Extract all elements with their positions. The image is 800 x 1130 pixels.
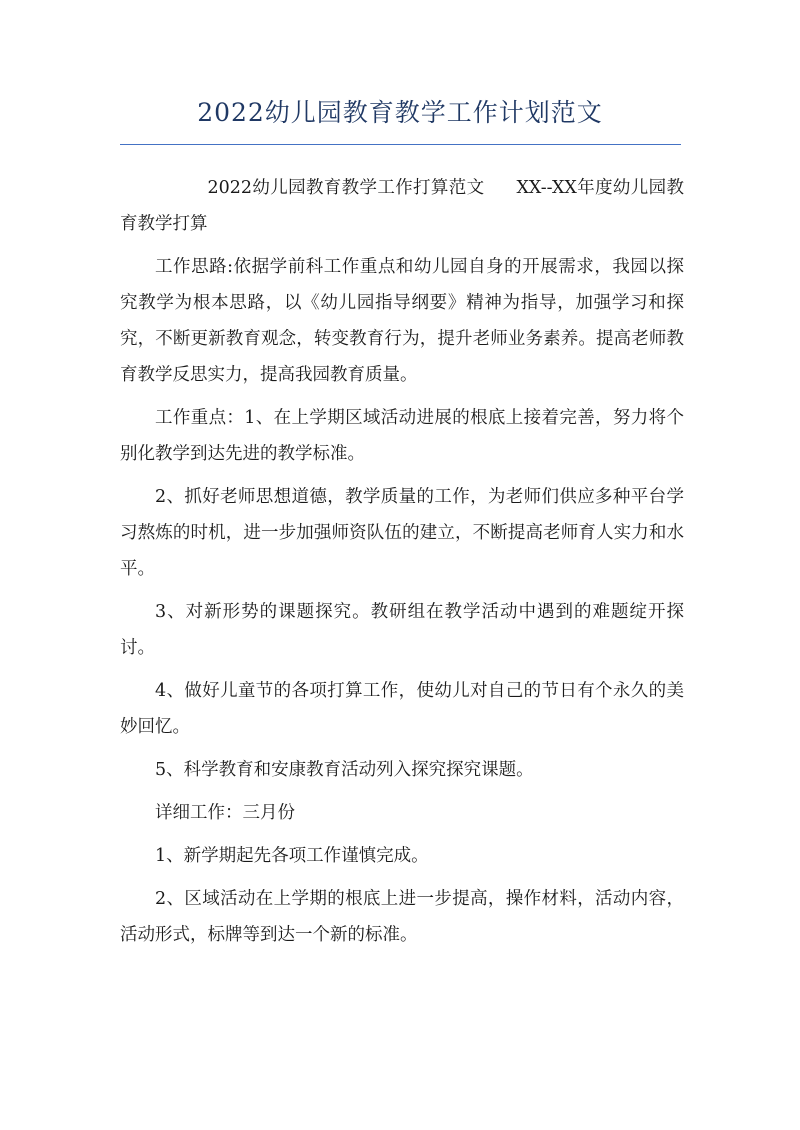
paragraph-item-2: 2、抓好老师思想道德，教学质量的工作，为老师们供应多种平台学习熬炼的时机，进一步加强师资队伍的建立，不断提高老师育人实力和水平。 [120, 487, 684, 579]
paragraph-item-5: 5、科学教育和安康教育活动列入探究探究课题。 [155, 760, 534, 780]
paragraph-item-4: 4、做好儿童节的各项打算工作，使幼儿对自己的节日有个永久的美妙回忆。 [120, 681, 684, 737]
paragraph-march-1: 1、新学期起先各项工作谨慎完成。 [155, 846, 429, 866]
paragraph-work-focus: 工作重点：1、在上学期区域活动进展的根底上接着完善，努力将个别化教学到达先进的教学标准。 [120, 408, 684, 464]
paragraph-detail-heading: 详细工作：三月份 [155, 803, 295, 823]
intro-paragraph [120, 170, 684, 242]
title-divider [120, 144, 681, 145]
paragraph-item-3: 3、对新形势的课题探究。教研组在教学活动中遇到的难题绽开探讨。 [120, 602, 684, 658]
document-body [120, 170, 684, 960]
intro-part-2: XX--XX年度幼儿园教育教学打算 [120, 178, 684, 234]
intro-part-1: 2022幼儿园教育教学工作打算范文 [207, 178, 485, 198]
paragraph-march-2: 2、区域活动在上学期的根底上进一步提高，操作材料，活动内容，活动形式，标牌等到达一个新的标准。 [120, 889, 684, 945]
document-title: 2022幼儿园教育教学工作计划范文 [197, 98, 603, 127]
paragraph-work-approach: 工作思路:依据学前科工作重点和幼儿园自身的开展需求，我园以探究教学为根本思路，以《幼儿园指导纲要》精神为指导，加强学习和探究，不断更新教育观念，转变教育行为，提升老师业务素养。提高老师教育教学反思实力，提高我园教育质量。 [120, 257, 684, 385]
